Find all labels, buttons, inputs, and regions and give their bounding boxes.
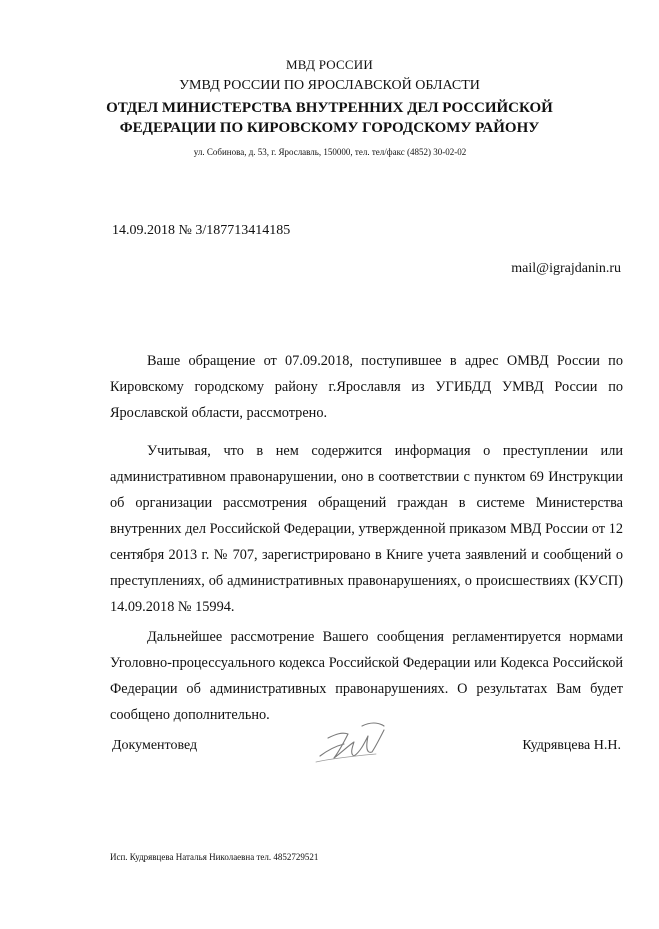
header-department-line2: ФЕДЕРАЦИИ ПО КИРОВСКОМУ ГОРОДСКОМУ РАЙОНУ xyxy=(119,120,540,136)
signer-name: Кудрявцева Н.Н. xyxy=(522,738,621,753)
executor-footer: Исп. Кудрявцева Наталья Николаевна тел. 4852729521 xyxy=(110,852,319,862)
header-ministry: МВД РОССИИ xyxy=(286,57,373,72)
paragraph-2: Учитывая, что в нем содержится информация о преступлении или административном правонарушении, оно в соответствии с пунктом 69 Инструкции об организации рассмотрения обращений граждан в системе Министерства внутренних дел Российской Федерации, утвержденной приказом МВД России от 12 сентября 2013 г. № 707, зарегистрировано в Книге учета заявлений и сообщений о преступлениях, об административных правонарушениях, о происшествиях (КУСП) 14.09.2018 № 15994. xyxy=(110,443,623,615)
handwritten-signature-icon xyxy=(314,716,394,768)
header-department xyxy=(0,98,659,138)
letter-body xyxy=(110,348,623,728)
recipient-email: mail@igrajdanin.ru xyxy=(511,261,621,276)
paragraph-1: Ваше обращение от 07.09.2018, поступившее в адрес ОМВД России по Кировскому городскому району г.Ярославля из УГИБДД УМВД России по Ярославской области, рассмотрено. xyxy=(110,353,623,421)
header-department-line1: ОТДЕЛ МИНИСТЕРСТВА ВНУТРЕННИХ ДЕЛ РОССИЙСКОЙ xyxy=(106,100,553,116)
registration-number: 14.09.2018 № 3/187713414185 xyxy=(112,223,291,238)
paragraph-3: Дальнейшее рассмотрение Вашего сообщения регламентируется нормами Уголовно-процессуального кодекса Российской Федерации или Кодекса Российской Федерации об административных правонарушениях. О результатах Вам будет сообщено дополнительно. xyxy=(110,629,623,723)
signer-role: Документовед xyxy=(112,738,198,753)
header-address: ул. Собинова, д. 53, г. Ярославль, 150000, тел. тел/факс (4852) 30-02-02 xyxy=(193,147,467,157)
header-regional-office: УМВД РОССИИ ПО ЯРОСЛАВСКОЙ ОБЛАСТИ xyxy=(179,78,480,93)
